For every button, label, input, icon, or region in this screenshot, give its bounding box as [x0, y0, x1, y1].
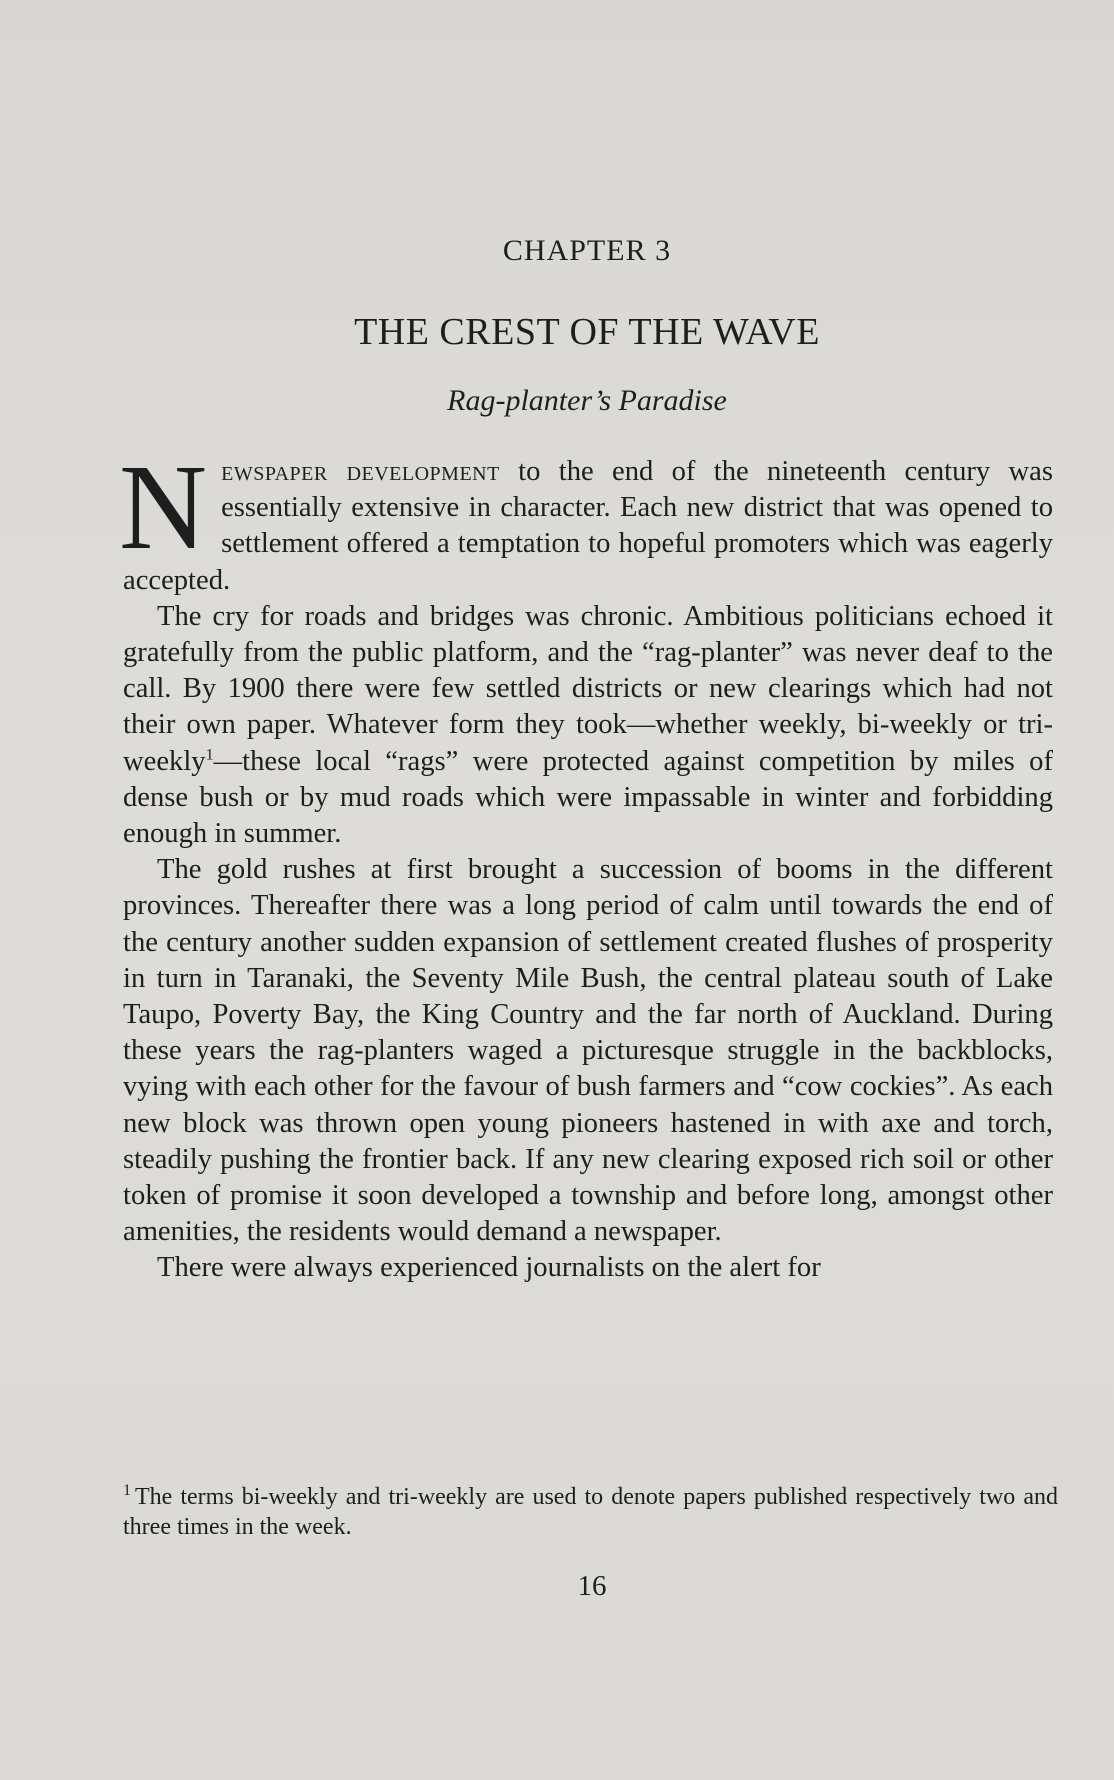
body-text — [119, 440, 1054, 1287]
paragraph-1-text: to the end of the nineteenth century was essentially extensive in character. Each new district that was opened to settlement offered a temptation to hopeful promoters which was eagerly accepted. — [123, 456, 1054, 596]
page-number: 16 — [577, 1570, 607, 1602]
paragraph-2 — [123, 599, 1053, 852]
footnote-number: 1 — [123, 1482, 131, 1499]
section-title: Rag-planter’s Paradise — [447, 384, 727, 417]
paragraph-1 — [119, 440, 1054, 599]
paragraph-2-text-b: —these local “rags” were protected against competition by miles of dense bush or by mud roads which were impassable in winter and forbidding enough in summer. — [123, 745, 1053, 850]
footnote-text: The terms bi-weekly and tri-weekly are used to denote papers published respectively two and three times in the week. — [123, 1484, 1058, 1540]
paragraph-4: There were always experienced journalists on the alert for — [157, 1252, 821, 1284]
footnote — [123, 1482, 1058, 1542]
footnote-reference: 1 — [205, 746, 214, 764]
chapter-title: THE CREST OF THE WAVE — [354, 311, 820, 353]
small-caps-opening: ewspaper development — [221, 456, 500, 487]
paragraph-2-text-a: The cry for roads and bridges was chronic. Ambitious politicians echoed it gratefully from the public platform, and the “rag-planter” was never deaf to the call. By 1900 there were few settled districts or new clearings which had not their own paper. Whatever form they took—whether weekly, bi-weekly or tri-weekly — [123, 600, 1053, 777]
drop-cap: N — [119, 440, 208, 575]
chapter-label: CHAPTER 3 — [502, 234, 672, 267]
paragraph-3: The gold rushes at first brought a succession of booms in the different provinces. Thereafter there was a long period of calm until towards the end of the century another sudden expansion of settlement created flushes of prosperity in turn in Taranaki, the Seventy Mile Bush, the central plateau south of Lake Taupo, Poverty Bay, the King Country and the far north of Auckland. During these years the rag-planters waged a picturesque struggle in the backblocks, vying with each other for the favour of bush farmers and “cow cockies”. As each new block was thrown open young pioneers hastened in with axe and torch, steadily pushing the frontier back. If any new clearing exposed rich soil or other token of promise it soon developed a township and before long, amongst other amenities, the residents would demand a newspaper. — [123, 854, 1053, 1248]
